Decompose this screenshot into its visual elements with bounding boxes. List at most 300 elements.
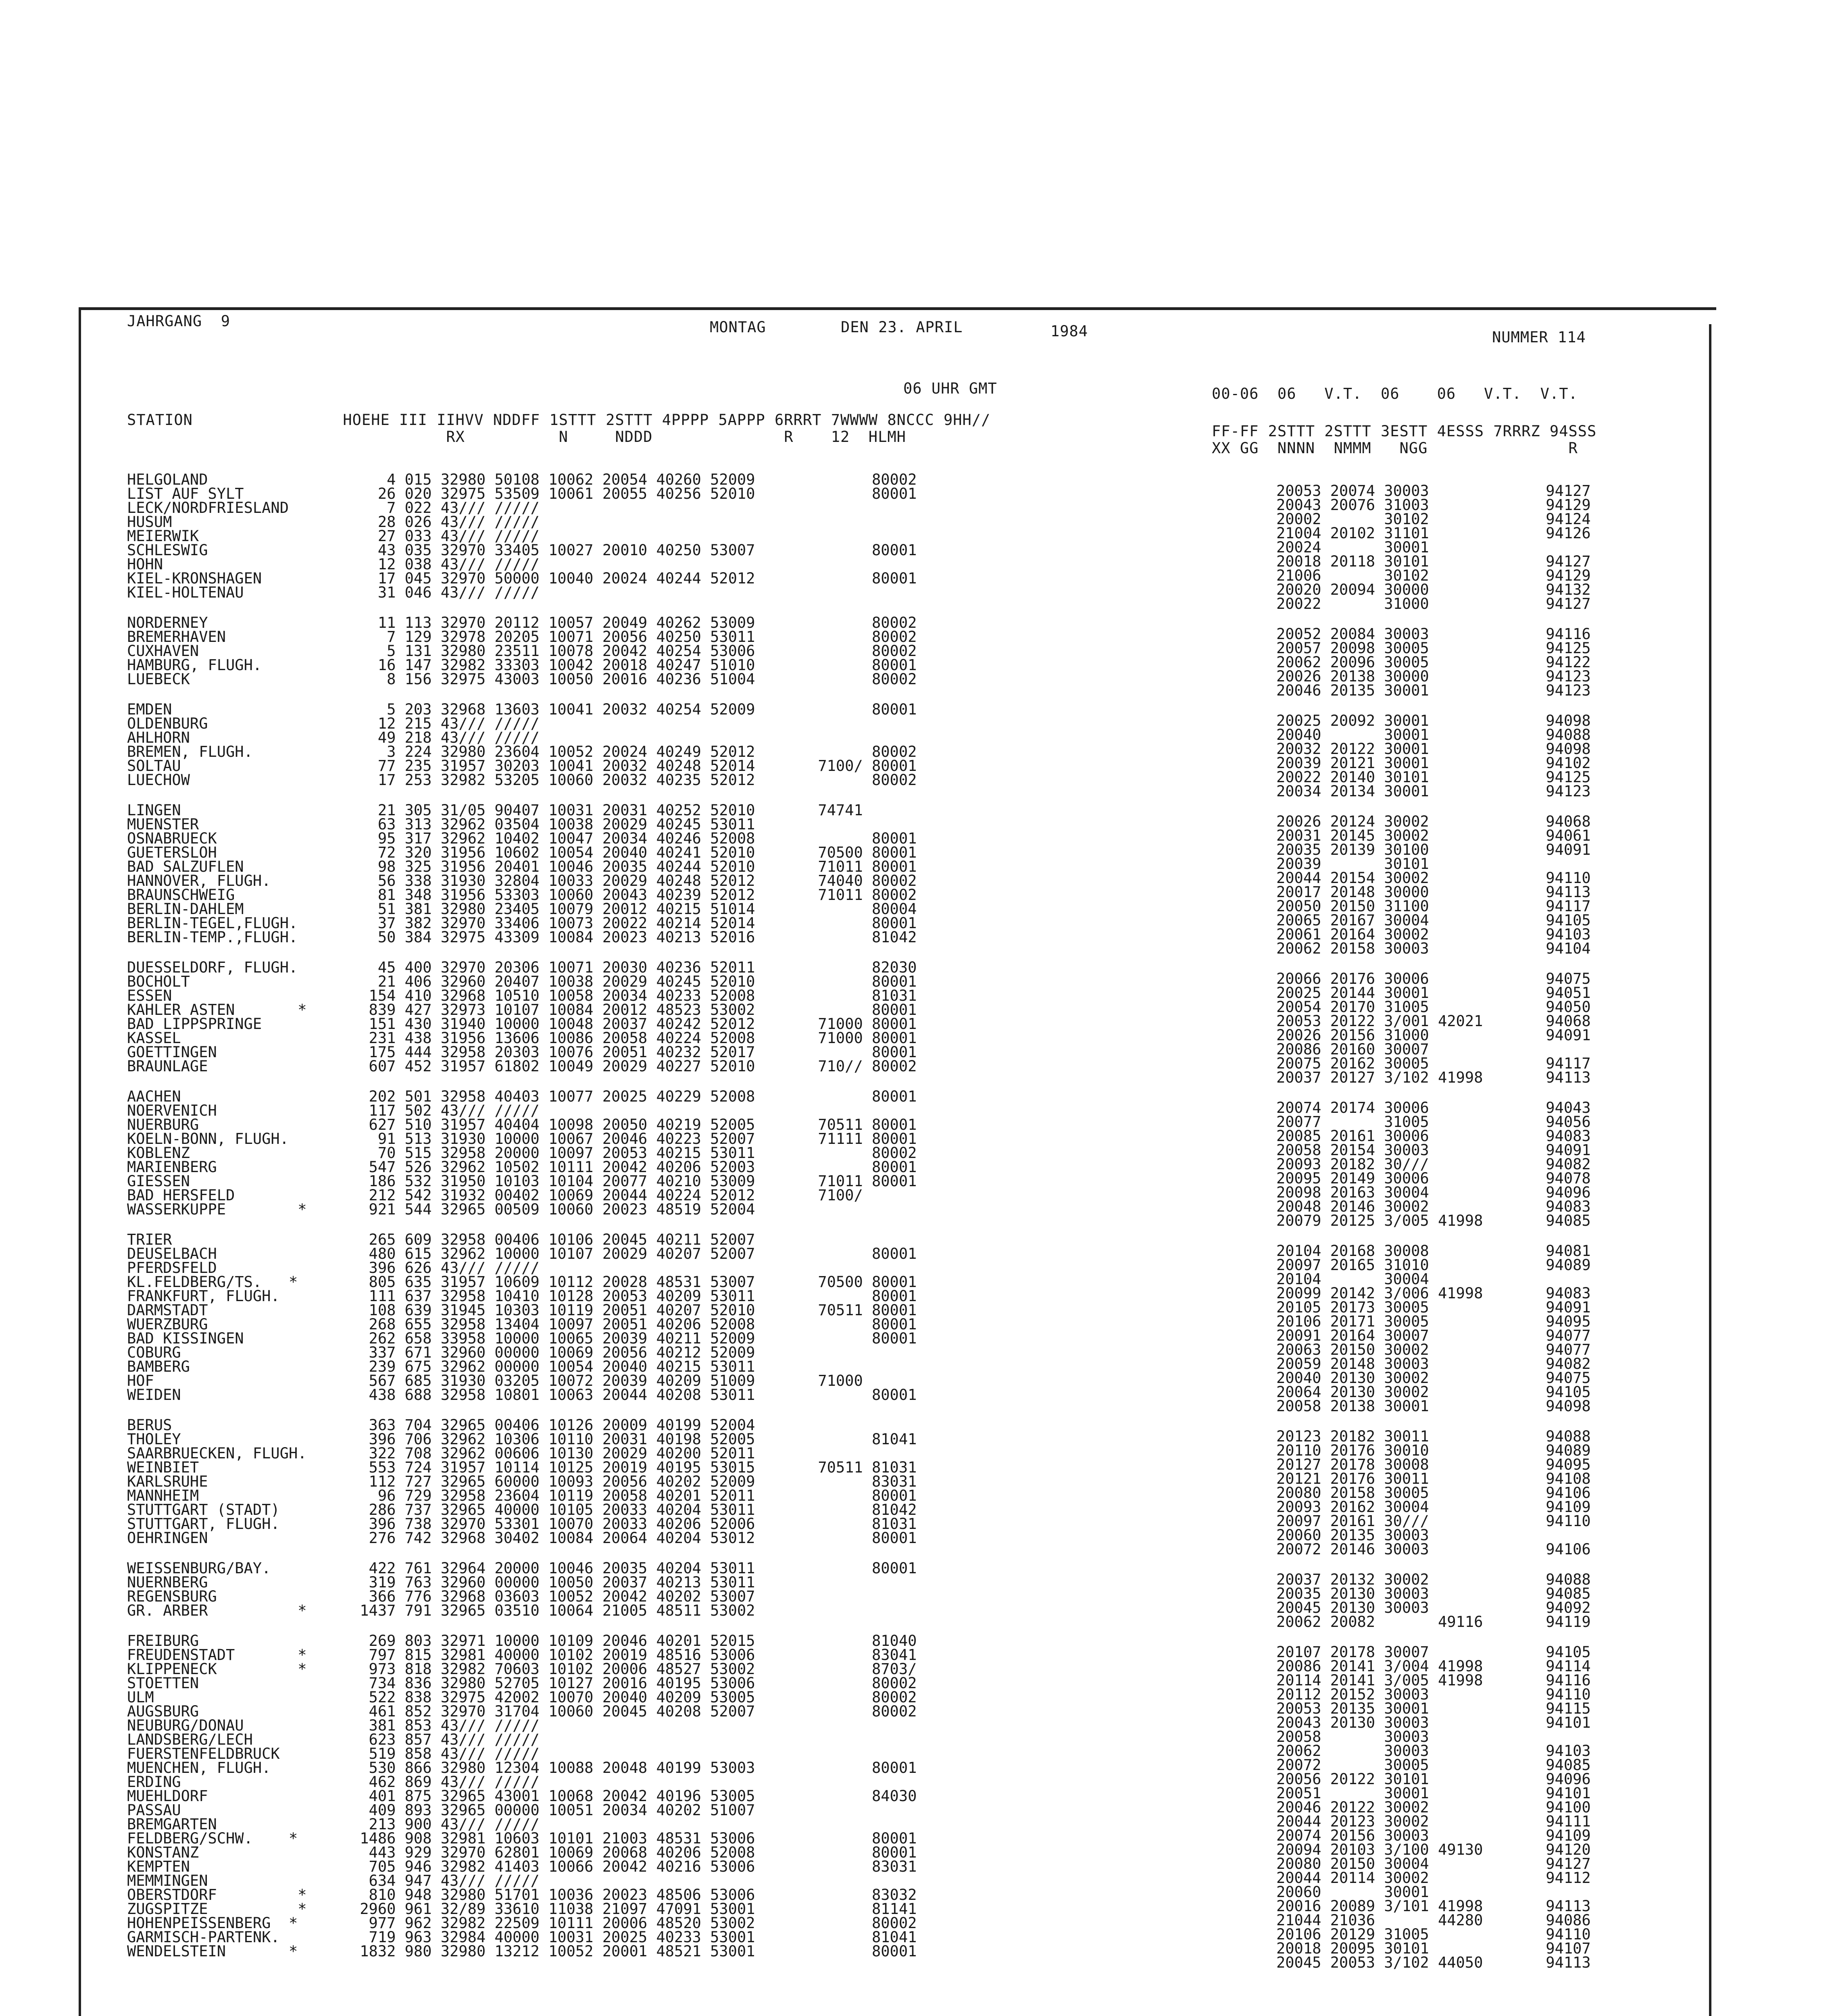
station-name: COBURG [127,1344,181,1361]
station-name: KIEL-HOLTENAU [127,584,244,601]
extra-data-row: 20097 20165 31010 94089 [1276,1256,1591,1274]
group-spacer [127,787,385,803]
station-name: OSNABRUECK [127,830,217,847]
extra-data-row: 20064 20130 30002 94105 [1276,1383,1591,1401]
extra-data-row: 20057 20098 30005 94125 [1276,639,1591,657]
station-name: KONSTANZ [127,1844,199,1861]
synop-data-row: 98 325 31956 20401 10046 20035 40244 52010 71011 80001 [351,858,917,875]
synop-data-row: 396 706 32962 10306 10110 20031 40198 52005 81041 [351,1431,917,1448]
synop-data-row: 213 900 43/// ///// [351,1816,540,1833]
station-name: BRAUNLAGE [127,1058,208,1075]
extra-data-row: 20059 20148 30003 94082 [1276,1355,1591,1372]
extra-data-row: 20114 20141 3/005 41998 94116 [1276,1672,1591,1689]
synop-data-row: 422 761 32964 20000 10046 20035 40204 53011 80001 [351,1560,917,1577]
group-spacer [127,944,385,960]
synop-data-row: 50 384 32975 43309 10084 20023 40213 52016 81042 [351,929,917,946]
extra-data-row: 20017 20148 30000 94113 [1276,883,1591,901]
synop-data-row: 634 947 43/// ///// [351,1872,540,1889]
station-name: AHLHORN [127,729,190,746]
synop-data-row: 111 637 32958 10410 10128 20053 40209 53011 80001 [351,1287,917,1305]
extra-data-row: 20016 20089 3/101 41998 94113 [1276,1897,1591,1915]
group-spacer [127,600,385,616]
group-spacer [127,1216,385,1233]
synop-data-row: 1832 980 32980 13212 10052 20001 48521 53001 80001 [351,1943,917,1960]
extra-data-row: 20022 31000 94127 [1276,595,1591,612]
extra-data-row: 20121 20176 30011 94108 [1276,1470,1591,1487]
extra-data-row: 20046 20122 30002 94100 [1276,1799,1591,1816]
synop-data-row: 91 513 31930 10000 10067 20046 40223 52007 71111 80001 [351,1130,917,1148]
station-name: WENDELSTEIN * [127,1943,298,1960]
synop-data-row: 381 853 43/// ///// [351,1717,540,1734]
group-spacer [1276,611,1680,627]
station-name: GOETTINGEN [127,1043,217,1061]
group-spacer [1276,798,1680,814]
group-spacer [127,1545,385,1561]
extra-data-row: 20054 20170 31005 94050 [1276,998,1591,1016]
extra-data-row: 20051 30001 94101 [1276,1785,1591,1802]
station-name: EMDEN [127,701,172,718]
synop-data-row: 16 147 32982 33303 10042 20018 40247 51010 80001 [351,656,917,674]
synop-data-row: 396 626 43/// ///// [351,1259,540,1277]
synop-data-row: 363 704 32965 00406 10126 20009 40199 52004 [351,1416,755,1434]
station-name-column [127,473,385,1958]
station-name: BAD SALZUFLEN [127,858,244,875]
station-name: ESSEN [127,987,172,1004]
extra-data-row: 20035 20130 30003 94085 [1276,1585,1591,1602]
station-name: PASSAU [127,1801,181,1819]
station-name: BREMERHAVEN [127,628,226,646]
extra-data-row: 20058 20154 30003 94091 [1276,1141,1591,1159]
extra-data-row: 20044 20154 30002 94110 [1276,869,1591,887]
extra-data-row: 20048 20146 30002 94083 [1276,1198,1591,1215]
station-name: FELDBERG/SCHW. * [127,1830,298,1847]
extra-data-row: 21004 20102 31101 94126 [1276,525,1591,542]
group-spacer [1276,1228,1680,1244]
extra-data-row: 20080 20150 30004 94127 [1276,1855,1591,1872]
synop-data-row: 396 738 32970 53301 10070 20033 40206 52006 81031 [351,1515,917,1533]
station-name: KLIPPENECK * [127,1660,307,1678]
report-frame-right-edge [1709,324,1711,2016]
extra-data-row: 20031 20145 30002 94061 [1276,827,1591,844]
synop-data-row: 2960 961 32/89 33610 11038 21097 47091 53001 81141 [351,1900,917,1918]
synop-data-row: 547 526 32962 10502 10111 20042 40206 52003 80001 [351,1158,917,1176]
synop-data-row: 108 639 31945 10303 10119 20051 40207 52010 70511 80001 [351,1302,917,1319]
station-name: BAMBERG [127,1358,190,1375]
extra-data-row: 20094 20103 3/100 49130 94120 [1276,1841,1591,1858]
group-spacer [1276,698,1680,714]
synop-data-row: 81 348 31956 53303 10060 20043 40239 52012 71011 80002 [351,886,917,904]
synop-data-row: 5 131 32980 23511 10078 20042 40254 53006 80002 [351,642,917,660]
extra-data-row: 20061 20164 30002 94103 [1276,926,1591,943]
extra-data-row: 20043 20076 31003 94129 [1276,496,1591,514]
station-name: NOERVENICH [127,1102,217,1119]
extra-data-row: 20020 20094 30000 94132 [1276,581,1591,598]
synop-data-row: 154 410 32968 10510 10058 20034 40233 52008 81031 [351,987,917,1004]
synop-data-row: 567 685 31930 03205 10072 20039 40209 51009 71000 [351,1372,863,1389]
station-name: ZUGSPITZE * [127,1900,307,1918]
synop-data-row: 96 729 32958 23604 10119 20058 40201 52011 80001 [351,1487,917,1504]
extra-data-row: 20045 20053 3/102 44050 94113 [1276,1954,1591,1971]
extra-data-row: 20022 20140 30101 94125 [1276,768,1591,786]
synop-data-row: 43 035 32970 33405 10027 20010 40250 53007 80001 [351,541,917,559]
station-name: HOHN [127,556,163,573]
station-name: TRIER [127,1231,172,1248]
station-name: BRAUNSCHWEIG [127,886,235,904]
station-name: HOF [127,1372,154,1389]
synop-data-row: 921 544 32965 00509 10060 20023 48519 52004 [351,1201,755,1218]
group-spacer [127,1073,385,1089]
group-spacer [1276,956,1680,972]
extra-data-row: 20091 20164 30007 94077 [1276,1327,1591,1344]
extra-data-row: 20034 20134 30001 94123 [1276,783,1591,800]
extra-data-row: 20066 20176 30006 94075 [1276,970,1591,987]
synop-data-row: 8 156 32975 43003 10050 20016 40236 51004 80002 [351,671,917,688]
extra-data-row: 20127 20178 30008 94095 [1276,1456,1591,1473]
extra-data-row: 20060 20135 30003 [1276,1527,1429,1544]
extra-data-row: 20060 30001 [1276,1883,1429,1901]
synop-data-row: 51 381 32980 23405 10079 20012 40215 51014 80004 [351,900,917,918]
group-spacer [351,1618,1173,1634]
station-name: HELGOLAND [127,471,208,488]
extra-data-row: 20095 20149 30006 94078 [1276,1170,1591,1187]
extra-data-row: 20026 20124 30002 94068 [1276,813,1591,830]
extra-data-row: 20063 20150 30002 94077 [1276,1341,1591,1358]
extra-data-row: 20112 20152 30003 94110 [1276,1686,1591,1703]
extra-data-row: 20062 30003 94103 [1276,1742,1591,1760]
synop-data-row: 269 803 32971 10000 10109 20046 40201 52015 81040 [351,1632,917,1649]
synop-data-row: 265 609 32958 00406 10106 20045 40211 52007 [351,1231,755,1248]
synop-data-column [351,473,1173,1958]
weekday: MONTAG [710,319,766,336]
extra-data-row: 20107 20178 30007 94105 [1276,1643,1591,1661]
station-name: CUXHAVEN [127,642,199,660]
column-header-left-1: STATION HOEHE III IIHVV NDDFF 1STTT 2STTT 4PPPP 5APPP 6RRRT 7WWWW 8NCCC 9HH// [127,411,991,429]
report-year: 1984 [1050,323,1088,340]
extra-data-row: 20093 20162 30004 94109 [1276,1498,1591,1516]
station-name: AUGSBURG [127,1703,199,1720]
station-name: MARIENBERG [127,1158,217,1176]
extra-data-row: 20104 30004 [1276,1270,1429,1288]
extra-data-row: 20024 30001 [1276,539,1429,556]
volume-label: JAHRGANG 9 [127,312,231,330]
synop-data-row: 480 615 32962 10000 10107 20029 40207 52007 80001 [351,1245,917,1262]
extra-data-row: 20052 20084 30003 94116 [1276,625,1591,643]
group-spacer [351,1216,1173,1233]
extra-data-row: 20026 20138 30000 94123 [1276,668,1591,685]
synop-data-row: 212 542 31932 00402 10069 20044 40224 52012 7100/ [351,1187,863,1204]
station-name: LINGEN [127,802,181,819]
extra-data-row: 20110 20176 30010 94089 [1276,1442,1591,1459]
station-name: WEISSENBURG/BAY. [127,1560,271,1577]
group-spacer [351,787,1173,803]
synop-data-row: 17 045 32970 50000 10040 20024 40244 52012 80001 [351,570,917,587]
extra-data-row: 20086 20141 3/004 41998 94114 [1276,1658,1591,1675]
synop-data-row: 28 026 43/// ///// [351,513,540,531]
station-name: KASSEL [127,1029,181,1047]
synop-data-row: 461 852 32970 31704 10060 20045 40208 52007 80002 [351,1703,917,1720]
extra-data-row: 20106 20171 30005 94095 [1276,1313,1591,1330]
station-name: LUECHOW [127,771,190,789]
column-header-right-0: 00-06 06 V.T. 06 06 V.T. V.T. [1212,385,1578,402]
extra-data-row: 20086 20160 30007 [1276,1041,1429,1058]
synop-data-row: 12 038 43/// ///// [351,556,540,573]
extra-data-row: 20056 20122 30101 94096 [1276,1770,1591,1788]
station-name: KOELN-BONN, FLUGH. [127,1130,289,1148]
station-name: BOCHOLT [127,973,190,990]
station-name: HOHENPEISSENBERG * [127,1914,298,1932]
station-name: STOETTEN [127,1674,199,1692]
synop-data-row: 239 675 32962 00000 10054 20040 40215 53011 [351,1358,755,1375]
synop-data-row: 37 382 32970 33406 10073 20022 40214 52014 80001 [351,914,917,932]
station-name: LECK/NORDFRIESLAND [127,499,289,516]
station-name: NORDERNEY [127,614,208,631]
station-name: BREMGARTEN [127,1816,217,1833]
group-spacer [351,944,1173,960]
station-name: MUENSTER [127,816,199,833]
synop-data-row: 17 253 32982 53205 10060 20032 40235 52012 80002 [351,771,917,789]
station-name: HAMBURG, FLUGH. [127,656,262,674]
extra-data-row: 20072 20146 30003 94106 [1276,1541,1591,1558]
synop-data-row: 95 317 32962 10402 10047 20034 40246 52008 80001 [351,830,917,847]
synop-data-row: 810 948 32980 51701 10036 20023 48506 53006 83032 [351,1886,917,1904]
station-name: KARLSRUHE [127,1473,208,1490]
extra-data-row: 20099 20142 3/006 41998 94083 [1276,1285,1591,1302]
station-name: SAARBRUECKEN, FLUGH. [127,1445,307,1462]
extra-data-row: 20098 20163 30004 94096 [1276,1184,1591,1201]
extra-data-row: 20037 20127 3/102 41998 94113 [1276,1069,1591,1086]
synop-data-row: 438 688 32958 10801 10063 20044 40208 53011 80001 [351,1386,917,1404]
group-spacer [1276,1413,1680,1429]
station-name: GUETERSLOH [127,844,217,861]
extra-data-row: 20025 20092 30001 94098 [1276,712,1591,729]
extra-data-row: 21006 30102 94129 [1276,567,1591,584]
station-name: WEIDEN [127,1386,181,1404]
column-header-right-1: FF-FF 2STTT 2STTT 3ESTT 4ESSS 7RRRZ 94SSS [1212,423,1597,440]
extra-data-row: 20026 20156 31000 94091 [1276,1027,1591,1044]
station-name: MUENCHEN, FLUGH. [127,1759,271,1776]
station-name: KIEL-KRONSHAGEN [127,570,262,587]
synop-data-row: 719 963 32984 40000 10031 20025 40233 53001 81041 [351,1929,917,1946]
station-name: MEIERWIK [127,527,199,545]
synop-data-row: 522 838 32975 42002 10070 20040 40209 53005 80002 [351,1689,917,1706]
station-name: BERLIN-TEMP.,FLUGH. [127,929,298,946]
extra-data-row: 20044 20114 30002 94112 [1276,1869,1591,1887]
synop-data-row: 337 671 32960 00000 10069 20056 40212 52009 [351,1344,755,1361]
issue-number: NUMMER 114 [1492,329,1586,346]
station-name: BREMEN, FLUGH. [127,743,253,760]
station-name: WASSERKUPPE * [127,1201,307,1218]
extra-data-row: 20053 20135 30001 94115 [1276,1700,1591,1717]
extra-data-row: 20085 20161 30006 94083 [1276,1127,1591,1145]
station-name: OBERSTDORF * [127,1886,307,1904]
extra-data-row: 20097 20161 30/// 94110 [1276,1512,1591,1530]
synop-data-row: 49 218 43/// ///// [351,729,540,746]
station-name: MEMMINGEN [127,1872,208,1889]
synop-data-row: 27 033 43/// ///// [351,527,540,545]
extra-data-row: 20053 20074 30003 94127 [1276,482,1591,500]
group-spacer [351,1545,1173,1561]
station-name: HUSUM [127,513,172,531]
station-name: KOBLENZ [127,1144,190,1162]
station-name: DARMSTADT [127,1302,208,1319]
station-name: STUTTGART, FLUGH. [127,1515,280,1533]
station-name: ULM [127,1689,154,1706]
extra-data-row: 20043 20130 30003 94101 [1276,1714,1591,1731]
synop-data-row: 319 763 32960 00000 10050 20037 40213 53011 [351,1574,755,1591]
extra-data-row: 20080 20158 30005 94106 [1276,1484,1591,1502]
station-name: GIESSEN [127,1173,190,1190]
extra-data-row: 20105 20173 30005 94091 [1276,1299,1591,1316]
group-spacer [1276,1085,1680,1101]
station-name: BERLIN-TEGEL,FLUGH. [127,914,298,932]
report-date: DEN 23. APRIL [841,319,963,336]
station-name: DEUSELBACH [127,1245,217,1262]
synop-data-row: 401 875 32965 43001 10068 20042 40196 53005 84030 [351,1787,917,1805]
station-name: BERUS [127,1416,172,1434]
synop-data-row: 112 727 32965 60000 10093 20056 40202 52009 83031 [351,1473,917,1490]
extra-data-row: 20062 20082 49116 94119 [1276,1613,1591,1631]
synop-data-row: 443 929 32970 62801 10069 20068 40206 52008 80001 [351,1844,917,1861]
station-name: WEINBIET [127,1459,199,1476]
station-name: LANDSBERG/LECH [127,1731,253,1748]
extra-data-row: 20040 20130 30002 94075 [1276,1369,1591,1387]
extra-data-row: 20040 30001 94088 [1276,726,1591,744]
extra-data-row: 20093 20182 30/// 94082 [1276,1156,1591,1173]
extra-data-row: 20058 20138 30001 94098 [1276,1397,1591,1415]
synop-data-row: 1437 791 32965 03510 10064 21005 48511 53002 [351,1602,755,1619]
synop-data-row: 797 815 32981 40000 10102 20019 48516 53006 83041 [351,1646,917,1664]
synop-data-row: 11 113 32970 20112 10057 20049 40262 53009 80002 [351,614,917,631]
extra-groups-column [1276,484,1680,1970]
extra-data-row: 20062 20096 30005 94122 [1276,654,1591,671]
station-name: AACHEN [127,1088,181,1105]
station-name: BAD KISSINGEN [127,1330,244,1347]
synop-data-row: 56 338 31930 32804 10033 20029 40248 52012 74040 80002 [351,872,917,889]
synop-data-row: 262 658 33958 10000 10065 20039 40211 52009 80001 [351,1330,917,1347]
extra-data-row: 20072 30005 94085 [1276,1756,1591,1774]
synop-data-row: 977 962 32982 22509 10111 20006 48520 53002 80002 [351,1914,917,1932]
extra-data-row: 20018 20118 30101 94127 [1276,553,1591,570]
synop-data-row: 7 129 32978 20205 10071 20056 40250 53011 80002 [351,628,917,646]
synop-data-row: 31 046 43/// ///// [351,584,540,601]
station-name: HANNOVER, FLUGH. [127,872,271,889]
extra-data-row: 20075 20162 30005 94117 [1276,1055,1591,1072]
station-name: BERLIN-DAHLEM [127,900,244,918]
station-name: REGENSBURG [127,1588,217,1605]
synop-data-row: 77 235 31957 30203 10041 20032 40248 52014 7100/ 80001 [351,757,917,775]
group-spacer [127,1402,385,1418]
synop-data-row: 553 724 31957 10114 10125 20019 40195 53015 70511 81031 [351,1459,917,1476]
synop-data-row: 705 946 32982 41403 10066 20042 40216 53006 83031 [351,1858,917,1875]
station-name: STUTTGART (STADT) [127,1501,280,1518]
synop-data-row: 268 655 32958 13404 10097 20051 40206 52008 80001 [351,1316,917,1333]
group-spacer [351,1402,1173,1418]
synop-data-row: 623 857 43/// ///// [351,1731,540,1748]
station-name: KAHLER ASTEN * [127,1001,307,1018]
extra-data-row: 20077 31005 94056 [1276,1113,1591,1131]
extra-data-row: 20044 20123 30002 94111 [1276,1813,1591,1830]
group-spacer [1276,1629,1680,1645]
observation-time: 06 UHR GMT [903,380,997,397]
station-name: FREUDENSTADT * [127,1646,307,1664]
synop-data-row: 286 737 32965 40000 10105 20033 40204 53011 81042 [351,1501,917,1518]
synop-data-row: 21 305 31/05 90407 10031 20031 40252 52010 74741 [351,802,863,819]
synop-data-row: 202 501 32958 40403 10077 20025 40229 52008 80001 [351,1088,917,1105]
synop-data-row: 519 858 43/// ///// [351,1745,540,1762]
synop-data-row: 1486 908 32981 10603 10101 21003 48531 53006 80001 [351,1830,917,1847]
station-name: LUEBECK [127,671,190,688]
station-name: BAD HERSFELD [127,1187,235,1204]
station-name: MUEHLDORF [127,1787,208,1805]
extra-data-row: 20058 30003 [1276,1728,1429,1745]
station-name: OEHRINGEN [127,1529,208,1547]
synop-data-row: 322 708 32962 00606 10130 20029 40200 52011 [351,1445,755,1462]
station-name: GR. ARBER * [127,1602,307,1619]
extra-data-row: 20039 30101 [1276,855,1429,873]
extra-data-row: 20074 20156 30003 94109 [1276,1827,1591,1844]
synop-data-row: 734 836 32980 52705 10127 20016 40195 53006 80002 [351,1674,917,1692]
synop-data-row: 973 818 32982 70603 10102 20006 48527 53002 8703/ [351,1660,917,1678]
extra-data-row: 20104 20168 30008 94081 [1276,1242,1591,1260]
column-header-left-2: RX N NDDD R 12 HLMH [127,428,906,446]
station-name: SCHLESWIG [127,541,208,559]
synop-data-row: 151 430 31940 10000 10048 20037 40242 52012 71000 80001 [351,1015,917,1033]
synop-data-row: 175 444 32958 20303 10076 20051 40232 52017 80001 [351,1043,917,1061]
station-name: PFERDSFELD [127,1259,217,1277]
station-name: NUERNBERG [127,1574,208,1591]
synop-data-row: 462 869 43/// ///// [351,1773,540,1791]
station-name: FRANKFURT, FLUGH. [127,1287,280,1305]
synop-data-row: 70 515 32958 20000 10097 20053 40215 53011 80002 [351,1144,917,1162]
extra-data-row: 20053 20122 3/001 42021 94068 [1276,1012,1591,1030]
extra-data-row: 20050 20150 31100 94117 [1276,898,1591,915]
station-name: KL.FELDBERG/TS. * [127,1273,298,1291]
synop-data-row: 607 452 31957 61802 10049 20029 40227 52010 710// 80002 [351,1058,917,1075]
extra-data-row: 20032 20122 30001 94098 [1276,740,1591,758]
synop-data-row: 4 015 32980 50108 10062 20054 40260 52009 80002 [351,471,917,488]
extra-data-row: 20025 20144 30001 94051 [1276,984,1591,1002]
synop-data-row: 409 893 32965 00000 10051 20034 40202 51007 [351,1801,755,1819]
synop-data-row: 21 406 32960 20407 10038 20029 40245 52010 80001 [351,973,917,990]
station-name: NEUBURG/DONAU [127,1717,244,1734]
station-name: OLDENBURG [127,715,208,732]
synop-data-row: 805 635 31957 10609 10112 20028 48531 53007 70500 80001 [351,1273,917,1291]
synop-data-row: 366 776 32968 03603 10052 20042 40202 53007 [351,1588,755,1605]
group-spacer [127,1618,385,1634]
synop-data-row: 72 320 31956 10602 10054 20040 40241 52010 70500 80001 [351,844,917,861]
extra-data-row: 20062 20158 30003 94104 [1276,940,1591,957]
synop-data-row: 5 203 32968 13603 10041 20032 40254 52009 80001 [351,701,917,718]
group-spacer [127,686,385,702]
extra-data-row: 20106 20129 31005 94110 [1276,1926,1591,1943]
extra-data-row: 20046 20135 30001 94123 [1276,682,1591,699]
station-name: MANNHEIM [127,1487,199,1504]
extra-data-row: 20074 20174 30006 94043 [1276,1099,1591,1116]
synop-data-row: 839 427 32973 10107 10084 20012 48523 53002 80001 [351,1001,917,1018]
station-name: DUESSELDORF, FLUGH. [127,959,298,976]
station-name: ERDING [127,1773,181,1791]
station-name: BAD LIPPSPRINGE [127,1015,262,1033]
synop-data-row: 45 400 32970 20306 10071 20030 40236 52011 82030 [351,959,917,976]
station-name: FUERSTENFELDBRUCK [127,1745,280,1762]
station-name: NUERBURG [127,1116,199,1133]
extra-data-row: 20039 20121 30001 94102 [1276,754,1591,772]
station-name: THOLEY [127,1431,181,1448]
synop-data-row: 26 020 32975 53509 10061 20055 40256 52010 80001 [351,485,917,502]
synop-data-row: 3 224 32980 23604 10052 20024 40249 52012 80002 [351,743,917,760]
station-name: FREIBURG [127,1632,199,1649]
extra-data-row: 20037 20132 30002 94088 [1276,1571,1591,1588]
